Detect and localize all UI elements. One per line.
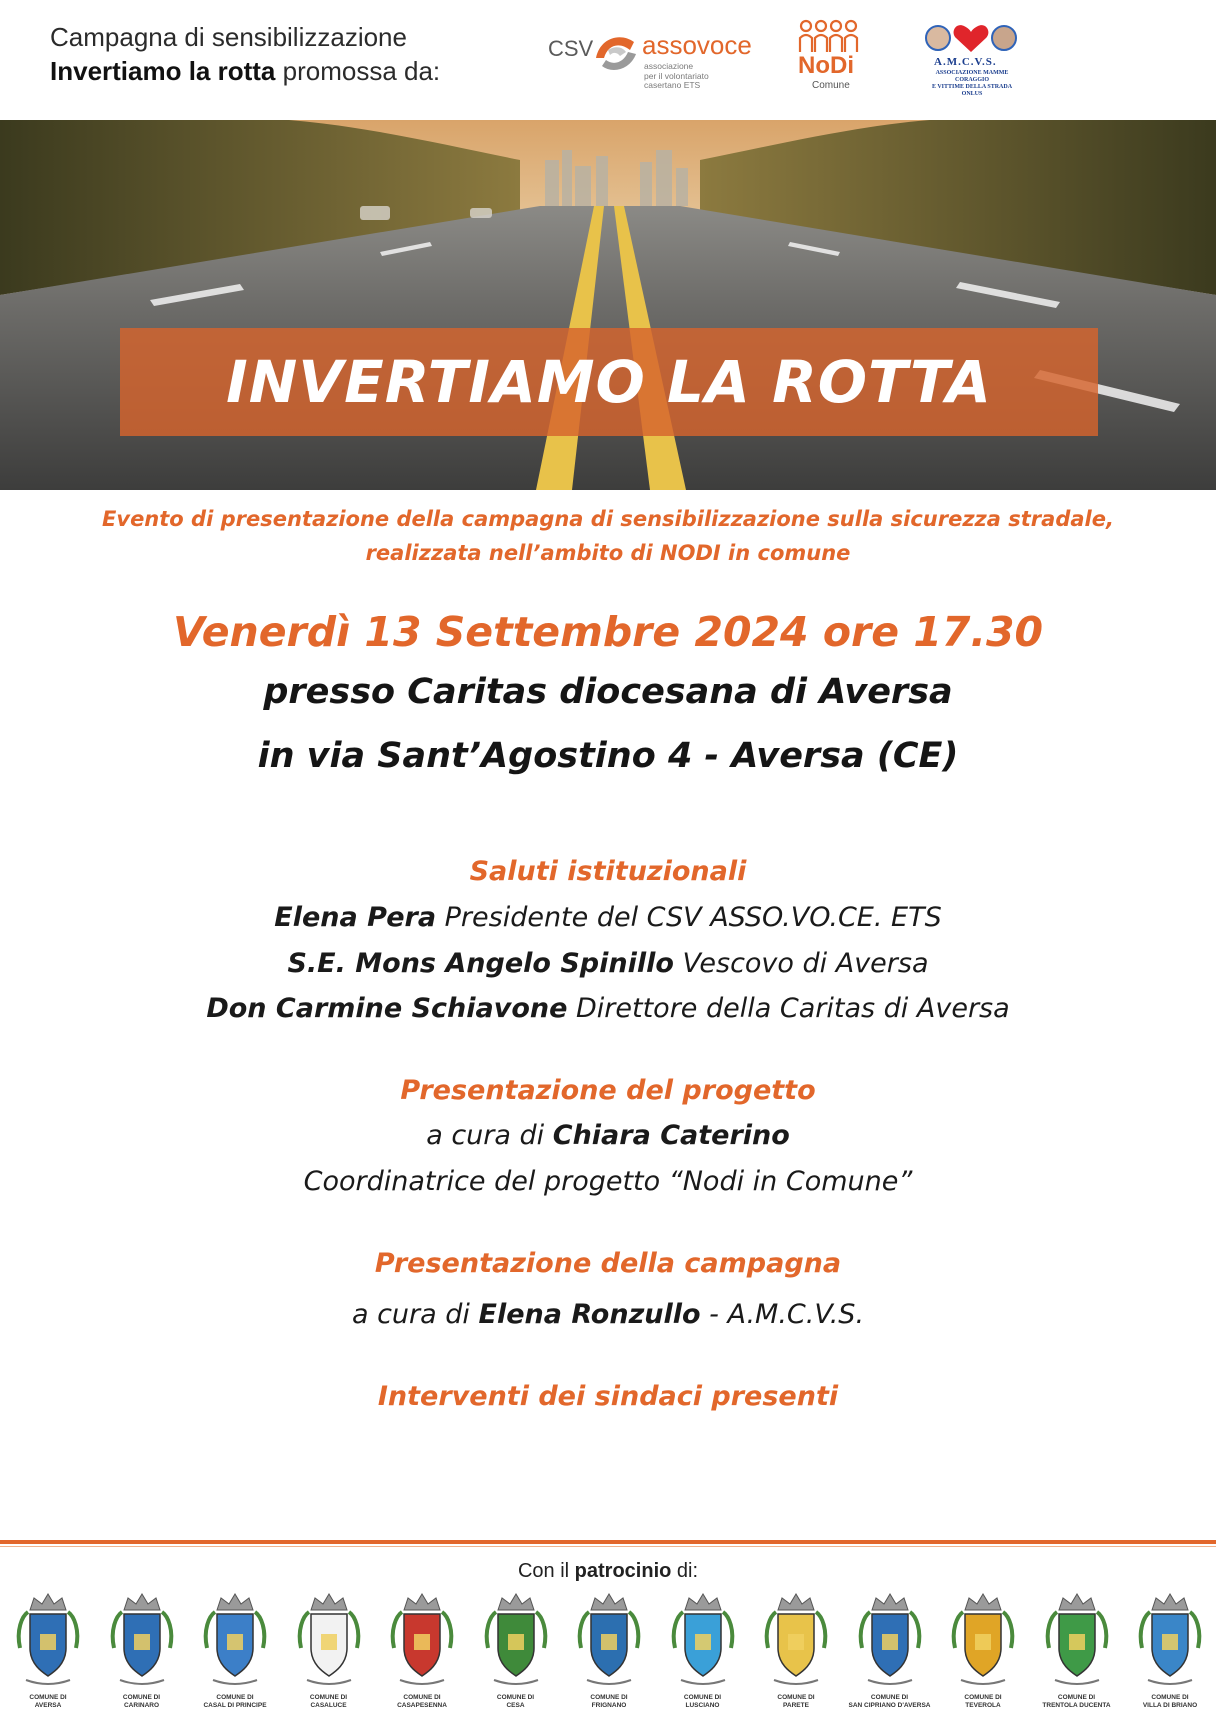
progetto-heading: Presentazione del progetto bbox=[400, 1075, 816, 1106]
promo-line-2-rest: promossa da: bbox=[275, 56, 441, 86]
csv-logo-text: CSV bbox=[548, 36, 594, 61]
coat-of-arms-icon bbox=[762, 1590, 830, 1690]
speaker-line bbox=[0, 898, 1216, 938]
comune-label: SAN CIPRIANO D'AVERSA bbox=[848, 1702, 931, 1709]
coat-of-arms-icon bbox=[856, 1590, 924, 1690]
comune-label: LUSCIANO bbox=[685, 1702, 720, 1709]
assovoce-subtitle bbox=[644, 62, 744, 91]
comune-crest bbox=[0, 1590, 96, 1718]
campagna-heading: Presentazione della campagna bbox=[374, 1248, 842, 1279]
speaker-name: Don Carmine Schiavone bbox=[206, 993, 568, 1024]
assovoce-sub-1: associazione bbox=[644, 61, 694, 71]
comune-prefix: COMUNE DI bbox=[122, 1694, 161, 1701]
assovoce-sub-2: per il volontariato bbox=[644, 70, 709, 81]
comune-label: CASAPESENNA bbox=[397, 1702, 447, 1709]
hands-icon bbox=[590, 28, 642, 78]
comune-prefix: COMUNE DI bbox=[309, 1694, 348, 1701]
speaker-line bbox=[0, 944, 1216, 984]
comune-prefix: COMUNE DI bbox=[496, 1694, 535, 1701]
comune-prefix: COMUNE DI bbox=[1151, 1694, 1189, 1701]
assovoce-sub-3: casertano ETS bbox=[644, 80, 701, 90]
speaker-name: S.E. Mons Angelo Spinillo bbox=[287, 948, 674, 979]
campagna-presenter bbox=[0, 1295, 1216, 1335]
saluti-heading: Saluti istituzionali bbox=[469, 856, 747, 887]
comune-prefix: COMUNE DI bbox=[870, 1694, 909, 1701]
coat-of-arms-icon bbox=[388, 1590, 456, 1690]
speaker-name: Elena Pera bbox=[274, 902, 437, 933]
presenter-suffix: - A.M.C.V.S. bbox=[700, 1299, 865, 1330]
progetto-role: Coordinatrice del progetto “Nodi in Comune” bbox=[303, 1166, 913, 1197]
comune-prefix: COMUNE DI bbox=[216, 1694, 254, 1701]
assovoce-logo-text: assovoce bbox=[642, 30, 752, 60]
coat-of-arms-icon bbox=[669, 1590, 737, 1690]
comune-name bbox=[1122, 1694, 1216, 1710]
patrocinio-bold: patrocinio bbox=[574, 1560, 672, 1582]
coat-of-arms-icon bbox=[201, 1590, 269, 1690]
coat-of-arms-icon bbox=[482, 1590, 550, 1690]
comune-label: CARINARO bbox=[123, 1702, 160, 1709]
comune-name bbox=[561, 1694, 657, 1710]
hero-image bbox=[0, 120, 1216, 490]
comune-crest bbox=[655, 1590, 751, 1718]
comune-name bbox=[94, 1694, 190, 1710]
patrocinio-suffix: di: bbox=[671, 1560, 699, 1582]
comune-name bbox=[935, 1694, 1031, 1710]
comune-label: VILLA DI BRIANO bbox=[1142, 1702, 1198, 1709]
speaker-line bbox=[0, 989, 1216, 1029]
amcvs-acronym: A.M.C.V.S. bbox=[934, 56, 997, 68]
comune-label: PARETE bbox=[783, 1702, 809, 1709]
comune-crest bbox=[1029, 1590, 1125, 1718]
campaign-title: INVERTIAMO LA ROTTA bbox=[226, 348, 992, 416]
speaker-role: Vescovo di Aversa bbox=[673, 948, 929, 979]
speaker-role: Direttore della Caritas di Aversa bbox=[567, 993, 1010, 1024]
comune-label: CASAL DI PRINCIPE bbox=[203, 1702, 267, 1709]
nodi-logo-subtitle: Comune bbox=[812, 80, 850, 91]
intro-line-2: realizzata nell’ambito di NODI in comune bbox=[365, 541, 851, 565]
header bbox=[0, 0, 1216, 120]
comune-crest bbox=[94, 1590, 190, 1718]
coat-of-arms-icon bbox=[295, 1590, 363, 1690]
comune-crest bbox=[935, 1590, 1031, 1718]
comune-label: CESA bbox=[506, 1702, 525, 1709]
presenter-name: Chiara Caterino bbox=[552, 1120, 790, 1151]
comune-crest bbox=[187, 1590, 283, 1718]
comune-label: AVERSA bbox=[34, 1702, 62, 1709]
comune-prefix: COMUNE DI bbox=[29, 1694, 67, 1701]
comune-crest bbox=[468, 1590, 564, 1718]
comune-crest bbox=[748, 1590, 844, 1718]
event-address: in via Sant’Agostino 4 - Aversa (CE) bbox=[257, 736, 959, 776]
comune-name bbox=[748, 1694, 844, 1710]
speaker-role: Presidente del CSV ASSO.VO.CE. ETS bbox=[436, 902, 942, 933]
comune-crest bbox=[842, 1590, 938, 1718]
coat-of-arms-icon bbox=[949, 1590, 1017, 1690]
amcvs-logo bbox=[916, 20, 1026, 96]
coat-of-arms-icon bbox=[575, 1590, 643, 1690]
people-icon bbox=[796, 18, 866, 54]
event-venue: presso Caritas diocesana di Aversa bbox=[263, 672, 953, 712]
comune-crest bbox=[561, 1590, 657, 1718]
comune-prefix: COMUNE DI bbox=[403, 1694, 441, 1701]
comuni-crests bbox=[0, 1590, 1216, 1720]
comune-name bbox=[468, 1694, 564, 1710]
comune-crest bbox=[374, 1590, 470, 1718]
presenter-name: Elena Ronzullo bbox=[478, 1299, 701, 1330]
comune-crest bbox=[1122, 1590, 1216, 1718]
intro-line-1: Evento di presentazione della campagna di sensibilizzazione sulla sicurezza stradale, bbox=[102, 507, 1114, 531]
comune-name bbox=[281, 1694, 377, 1710]
amcvs-sub-2: E VITTIME DELLA STRADA ONLUS bbox=[931, 84, 1013, 97]
interventi-heading: Interventi dei sindaci presenti bbox=[377, 1381, 839, 1412]
footer-divider-thin bbox=[0, 1546, 1216, 1547]
presenter-prefix: a cura di bbox=[426, 1120, 553, 1151]
intro-text bbox=[0, 502, 1216, 570]
promo-line-1: Campagna di sensibilizzazione bbox=[50, 22, 407, 52]
amcvs-sub-1: ASSOCIAZIONE MAMME CORAGGIO bbox=[935, 70, 1009, 83]
comune-label: TRENTOLA DUCENTA bbox=[1042, 1702, 1111, 1709]
promo-line-2 bbox=[50, 54, 440, 88]
comune-crest bbox=[281, 1590, 377, 1718]
nodi-logo-text: NoDi bbox=[798, 52, 854, 79]
comune-prefix: COMUNE DI bbox=[777, 1694, 815, 1701]
comune-name bbox=[1029, 1694, 1125, 1710]
campaign-name: Invertiamo la rotta bbox=[50, 56, 276, 86]
comune-name bbox=[842, 1694, 938, 1710]
patrocinio-label bbox=[0, 1556, 1216, 1586]
presenter-prefix: a cura di bbox=[351, 1299, 479, 1330]
heart-faces-icon bbox=[916, 20, 1026, 56]
comune-prefix: COMUNE DI bbox=[964, 1694, 1002, 1701]
footer-divider bbox=[0, 1540, 1216, 1544]
comune-label: FRIGNANO bbox=[591, 1702, 627, 1709]
csv-assovoce-logo bbox=[548, 26, 758, 96]
progetto-presenter bbox=[0, 1116, 1216, 1156]
patrocinio-prefix: Con il bbox=[517, 1560, 575, 1582]
comune-prefix: COMUNE DI bbox=[1057, 1694, 1096, 1701]
comune-prefix: COMUNE DI bbox=[683, 1694, 722, 1701]
coat-of-arms-icon bbox=[1136, 1590, 1204, 1690]
amcvs-subtitle bbox=[922, 70, 1022, 98]
comune-name bbox=[374, 1694, 470, 1710]
comune-label: CASALUCE bbox=[310, 1702, 347, 1709]
comune-prefix: COMUNE DI bbox=[590, 1694, 628, 1701]
comune-label: TEVEROLA bbox=[965, 1702, 1001, 1709]
nodi-logo bbox=[796, 18, 868, 98]
comune-name bbox=[655, 1694, 751, 1710]
comune-name bbox=[187, 1694, 283, 1710]
coat-of-arms-icon bbox=[14, 1590, 82, 1690]
coat-of-arms-icon bbox=[1043, 1590, 1111, 1690]
event-date: Venerdì 13 Settembre 2024 ore 17.30 bbox=[172, 608, 1044, 656]
coat-of-arms-icon bbox=[108, 1590, 176, 1690]
promo-text bbox=[50, 20, 440, 88]
comune-name bbox=[0, 1694, 96, 1710]
